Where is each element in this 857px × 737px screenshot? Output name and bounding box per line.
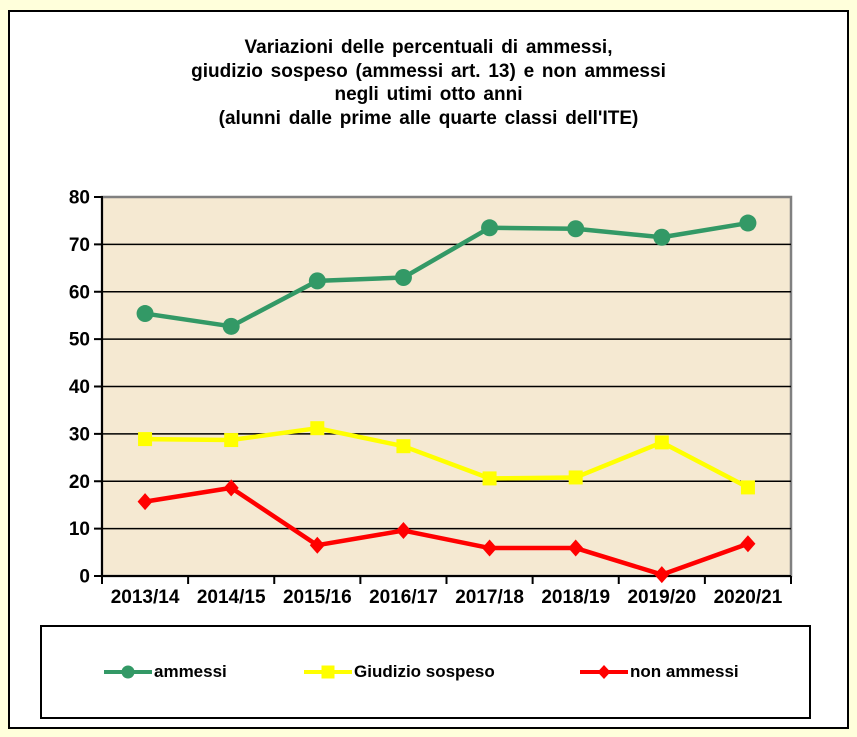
chart-legend <box>40 625 811 719</box>
chart-title-line-3: negli utimi otto anni <box>334 84 523 105</box>
circle-marker-icon <box>104 663 152 681</box>
diamond-marker-glyph <box>580 663 628 681</box>
square-marker-icon <box>304 663 352 681</box>
y-tick-label: 10 <box>68 519 90 541</box>
y-tick-label: 70 <box>68 234 90 256</box>
y-tick-label: 0 <box>79 566 90 588</box>
chart-frame <box>8 10 849 729</box>
chart-title-line-2: giudizio sospeso (ammessi art. 13) e non ammessi <box>191 60 666 82</box>
x-axis-label: 2013/14 <box>110 587 180 608</box>
chart-title-line-1: Variazioni delle percentuali di ammessi, <box>244 37 613 58</box>
y-tick-label: 40 <box>68 377 90 398</box>
y-tick-label: 80 <box>68 187 90 209</box>
x-axis-label: 2015/16 <box>282 587 352 608</box>
y-tick-label: 50 <box>68 329 90 351</box>
square-marker-glyph <box>304 663 352 681</box>
x-axis-label: 2020/21 <box>713 587 783 608</box>
y-tick-label: 60 <box>68 282 90 304</box>
x-axis-label: 2017/18 <box>455 587 524 608</box>
x-axis-label: 2018/19 <box>541 587 611 608</box>
y-tick-label: 30 <box>68 424 90 446</box>
y-tick-label: 20 <box>68 471 90 493</box>
x-axis-label: 2016/17 <box>369 587 438 608</box>
legend-entry-giudizio-sospeso <box>304 662 495 682</box>
chart-title <box>10 36 847 130</box>
x-axis-label: 2014/15 <box>196 587 266 608</box>
legend-label-giudizio-sospeso: Giudizio sospeso <box>354 662 495 681</box>
diamond-marker-icon <box>580 663 628 681</box>
chart-title-line-4: (alunni dalle prime alle quarte classi dell'ITE) <box>218 107 639 129</box>
legend-entry-non-ammessi <box>580 662 739 682</box>
x-axis-label: 2019/20 <box>627 587 697 608</box>
circle-marker-glyph <box>104 663 152 681</box>
legend-label-non-ammessi: non ammessi <box>630 662 739 681</box>
legend-entry-ammessi <box>104 662 227 682</box>
legend-label-ammessi: ammessi <box>154 662 227 681</box>
